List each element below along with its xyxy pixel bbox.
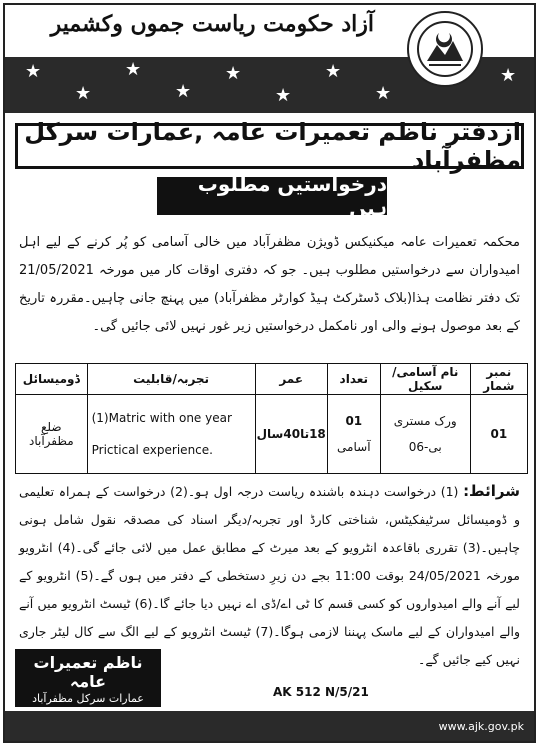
header-band <box>5 5 534 113</box>
star-icon: ★ <box>25 61 42 82</box>
signature-line-1: عمارات سرکل مظفرآباد <box>32 692 144 705</box>
cell-serial: 01 <box>470 395 527 474</box>
experience-text: Prictical experience. <box>91 443 213 457</box>
star-icon: ★ <box>275 85 292 106</box>
ad-code: AK 512 N/5/21 <box>273 685 369 699</box>
post-name: ورک مستری <box>393 414 457 428</box>
table-row <box>16 395 528 474</box>
conditions-label: شرائط: <box>463 482 520 500</box>
star-icon: ★ <box>325 61 342 82</box>
header-domicile: ڈومیسائل <box>16 364 88 395</box>
cell-domicile: ضلع مظفرآباد <box>16 395 88 474</box>
post-scale: بی-06 <box>408 440 442 454</box>
star-icon: ★ <box>75 83 92 104</box>
star-icon: ★ <box>125 59 142 80</box>
header-post: نام آسامی/سکیل <box>380 364 470 395</box>
cell-count <box>327 395 380 474</box>
header-count: تعداد <box>327 364 380 395</box>
applications-required-ribbon: درخواستیں مطلوب ہیں <box>157 177 387 215</box>
cell-age: 18تا40سال <box>255 395 327 474</box>
office-title: ازدفتر ناظم تعمیرات عامہ ,عمارات سرکل مظفرآباد <box>15 123 524 169</box>
cell-qualification <box>87 395 255 474</box>
footer-url: www.ajk.gov.pk <box>438 720 524 733</box>
government-title: آزاد حکومت ریاست جموں وکشمیر <box>50 11 374 37</box>
header-serial: نمبر شمار <box>470 364 527 395</box>
signature-block <box>15 649 161 707</box>
star-icon: ★ <box>375 83 392 104</box>
footer-band <box>5 711 534 741</box>
posts-table <box>15 363 528 474</box>
signature-title: ناظم تعمیرات عامہ <box>33 653 143 691</box>
conditions-text: (1) درخواست دہندہ باشندہ ریاست درجہ اول ہو۔(2) درخواست کے ہمراہ تعلیمی و ڈومیسائل سرٹیفکیٹس، شناختی کارڈ اور تجربہ/دیگر اسناد کی مصدقہ نقول شامل ہونی چاہیں۔(3) تقرری باقاعدہ انٹرویو کے بعد میرٹ کے مطابق عمل میں لائی جائے گی۔(4) انٹرویو مورخہ 24/05/2021 بوقت 11:00 بجے دن زیرِ دستخطی کے دفتر میں ہوں گے۔(5) انٹرویو کے لیے آنے والے امیدواروں کو کسی قسم کا ٹی اے/ڈی اے نہیں دیا جائے گا۔(6) ٹیسٹ انٹرویو میں آنے والے امیدواران کے لیے ماسک پہننا لازمی ہوگا۔(7) ٹیسٹ انٹرویو کے لیے الگ سے کال لیٹر جاری نہیں کیے جائیں گے۔ <box>19 484 520 667</box>
count-unit: آسامی <box>337 440 371 454</box>
star-icon: ★ <box>500 65 517 86</box>
header-age: عمر <box>255 364 327 395</box>
advertisement-page <box>3 3 536 743</box>
table-header-row <box>16 364 528 395</box>
count-value: 01 <box>345 414 363 428</box>
intro-paragraph: محکمہ تعمیرات عامہ میکنیکس ڈویژن مظفرآباد میں خالی آسامی کو پُر کرنے کے لیے اہل امیدواران سے درخواستیں مطلوب ہیں۔ جو کہ دفتری اوقات کار میں مورخہ 21/05/2021 تک دفتر نظامت ہذا(بلاک ڈسٹرکٹ ہیڈ کوارٹر مظفرآباد) میں پہنچ جانی چاہیں۔مقررہ تاریخ کے بعد موصول ہونے والی اور نامکمل درخواستیں زیر غور نہیں لائی جائیں گی۔ <box>19 235 520 334</box>
star-icon: ★ <box>175 81 192 102</box>
ajk-emblem-icon <box>407 11 483 87</box>
cell-post <box>380 395 470 474</box>
header-qualification: تجربہ/قابلیت <box>87 364 255 395</box>
star-icon: ★ <box>225 63 242 84</box>
qualification-text: (1)Matric with one year <box>91 411 232 425</box>
conditions-paragraph <box>19 477 520 674</box>
